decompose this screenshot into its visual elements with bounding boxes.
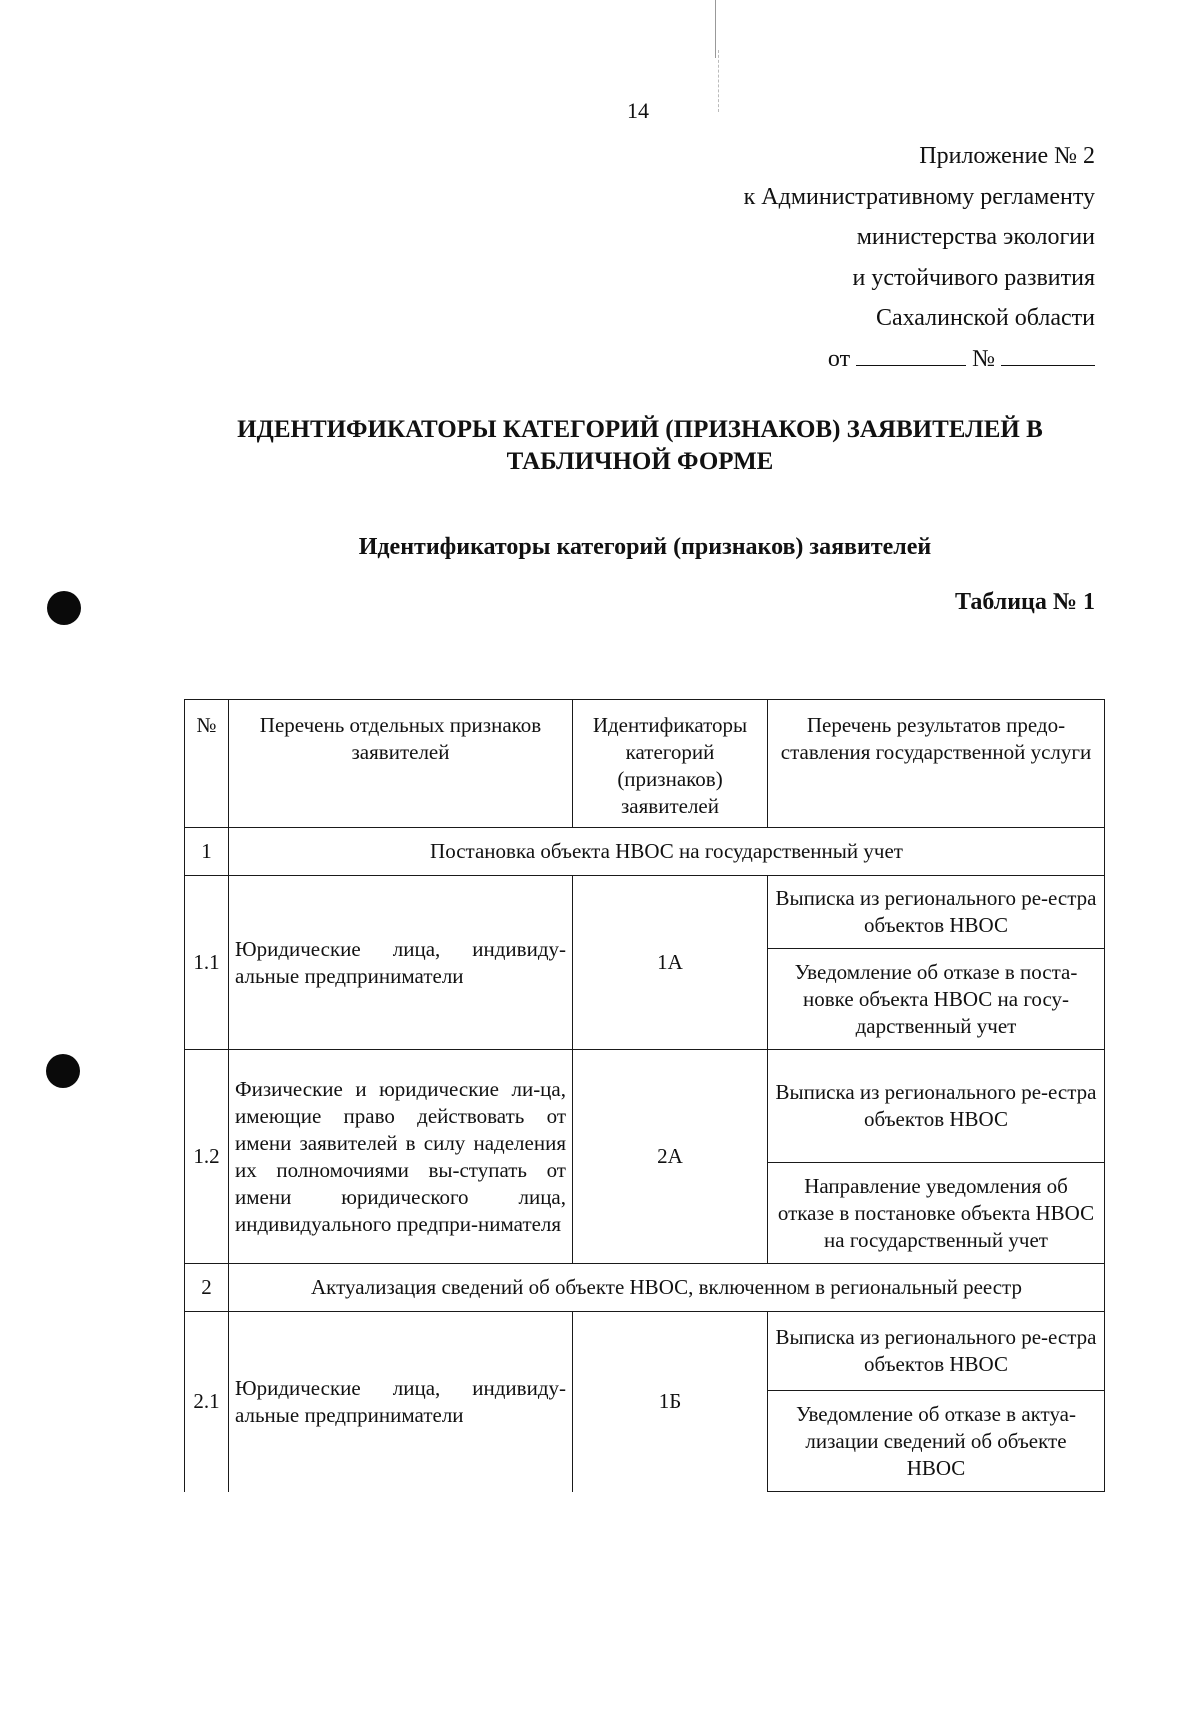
header-number: №	[185, 700, 229, 828]
binder-hole-mark	[46, 1054, 80, 1088]
header-service-results: Перечень результатов предо-ставления государственной услуги	[768, 700, 1105, 828]
appendix-line-1: Приложение № 2	[919, 143, 1095, 169]
appendix-line-5: Сахалинской области	[875, 305, 1095, 331]
section-title: Постановка объекта НВОС на государственный учет	[229, 828, 1105, 876]
table-header-row	[185, 700, 1105, 828]
header-applicant-features: Перечень отдельных признаков заявителей	[229, 700, 573, 828]
document-subtitle: Идентификаторы категорий (признаков) заявителей	[358, 534, 932, 560]
section-number: 1	[185, 828, 229, 876]
date-blank-field	[856, 345, 966, 366]
appendix-line-2: к Административному регламенту	[743, 183, 1095, 210]
number-blank-field	[1001, 345, 1095, 366]
appendix-line-4: и устойчивого развития	[852, 264, 1095, 291]
category-id-cell: 1А	[573, 876, 768, 1050]
scan-edge-line	[715, 0, 716, 58]
applicant-features-cell: Физические и юридические ли-ца, имеющие право действовать от имени заявителей в силу наделения их полномочиями вы-ступать от имени юридического лица, индивидуального предпри-нимателя	[229, 1050, 573, 1264]
header-category-ids: Идентификаторы категорий (признаков) заявителей	[573, 700, 768, 828]
row-number: 1.2	[185, 1050, 229, 1264]
number-sign: №	[972, 345, 995, 372]
appendix-block	[744, 136, 1095, 379]
category-id-cell: 1Б	[573, 1312, 768, 1492]
row-number: 1.1	[185, 876, 229, 1050]
document-title	[130, 414, 1150, 478]
table-row	[185, 1050, 1105, 1163]
applicant-categories-table	[184, 699, 1105, 1492]
scan-edge-line	[718, 50, 720, 112]
result-cell: Выписка из регионального ре-естра объектов НВОС	[768, 1312, 1105, 1391]
category-id-cell: 2А	[573, 1050, 768, 1264]
result-cell: Выписка из регионального ре-естра объектов НВОС	[768, 1050, 1105, 1163]
section-title: Актуализация сведений об объекте НВОС, включенном в региональный реестр	[229, 1264, 1105, 1312]
result-cell: Уведомление об отказе в актуа-лизации сведений об объекте НВОС	[768, 1391, 1105, 1492]
table-section-row	[185, 1264, 1105, 1312]
appendix-date-line	[744, 339, 1095, 380]
title-line-2: ТАБЛИЧНОЙ ФОРМЕ	[506, 448, 774, 475]
section-number: 2	[185, 1264, 229, 1312]
result-cell: Направление уведомления об отказе в постановке объекта НВОС на государственный учет	[768, 1163, 1105, 1264]
appendix-line-3: министерства экологии	[856, 224, 1095, 250]
applicant-features-cell: Юридические лица, индивиду-альные предприниматели	[229, 1312, 573, 1492]
binder-hole-mark	[47, 591, 81, 625]
row-number: 2.1	[185, 1312, 229, 1492]
table-section-row	[185, 828, 1105, 876]
table-row	[185, 1312, 1105, 1391]
page-number: 14	[627, 98, 649, 123]
table-row	[185, 876, 1105, 949]
title-line-1: ИДЕНТИФИКАТОРЫ КАТЕГОРИЙ (ПРИЗНАКОВ) ЗАЯВИТЕЛЕЙ В	[237, 416, 1043, 443]
result-cell: Уведомление об отказе в поста-новке объекта НВОС на госу-дарственный учет	[768, 949, 1105, 1050]
table-label: Таблица № 1	[954, 589, 1095, 615]
applicant-features-cell: Юридические лица, индивиду-альные предприниматели	[229, 876, 573, 1050]
result-cell: Выписка из регионального ре-естра объектов НВОС	[768, 876, 1105, 949]
date-prefix: от	[827, 345, 851, 372]
